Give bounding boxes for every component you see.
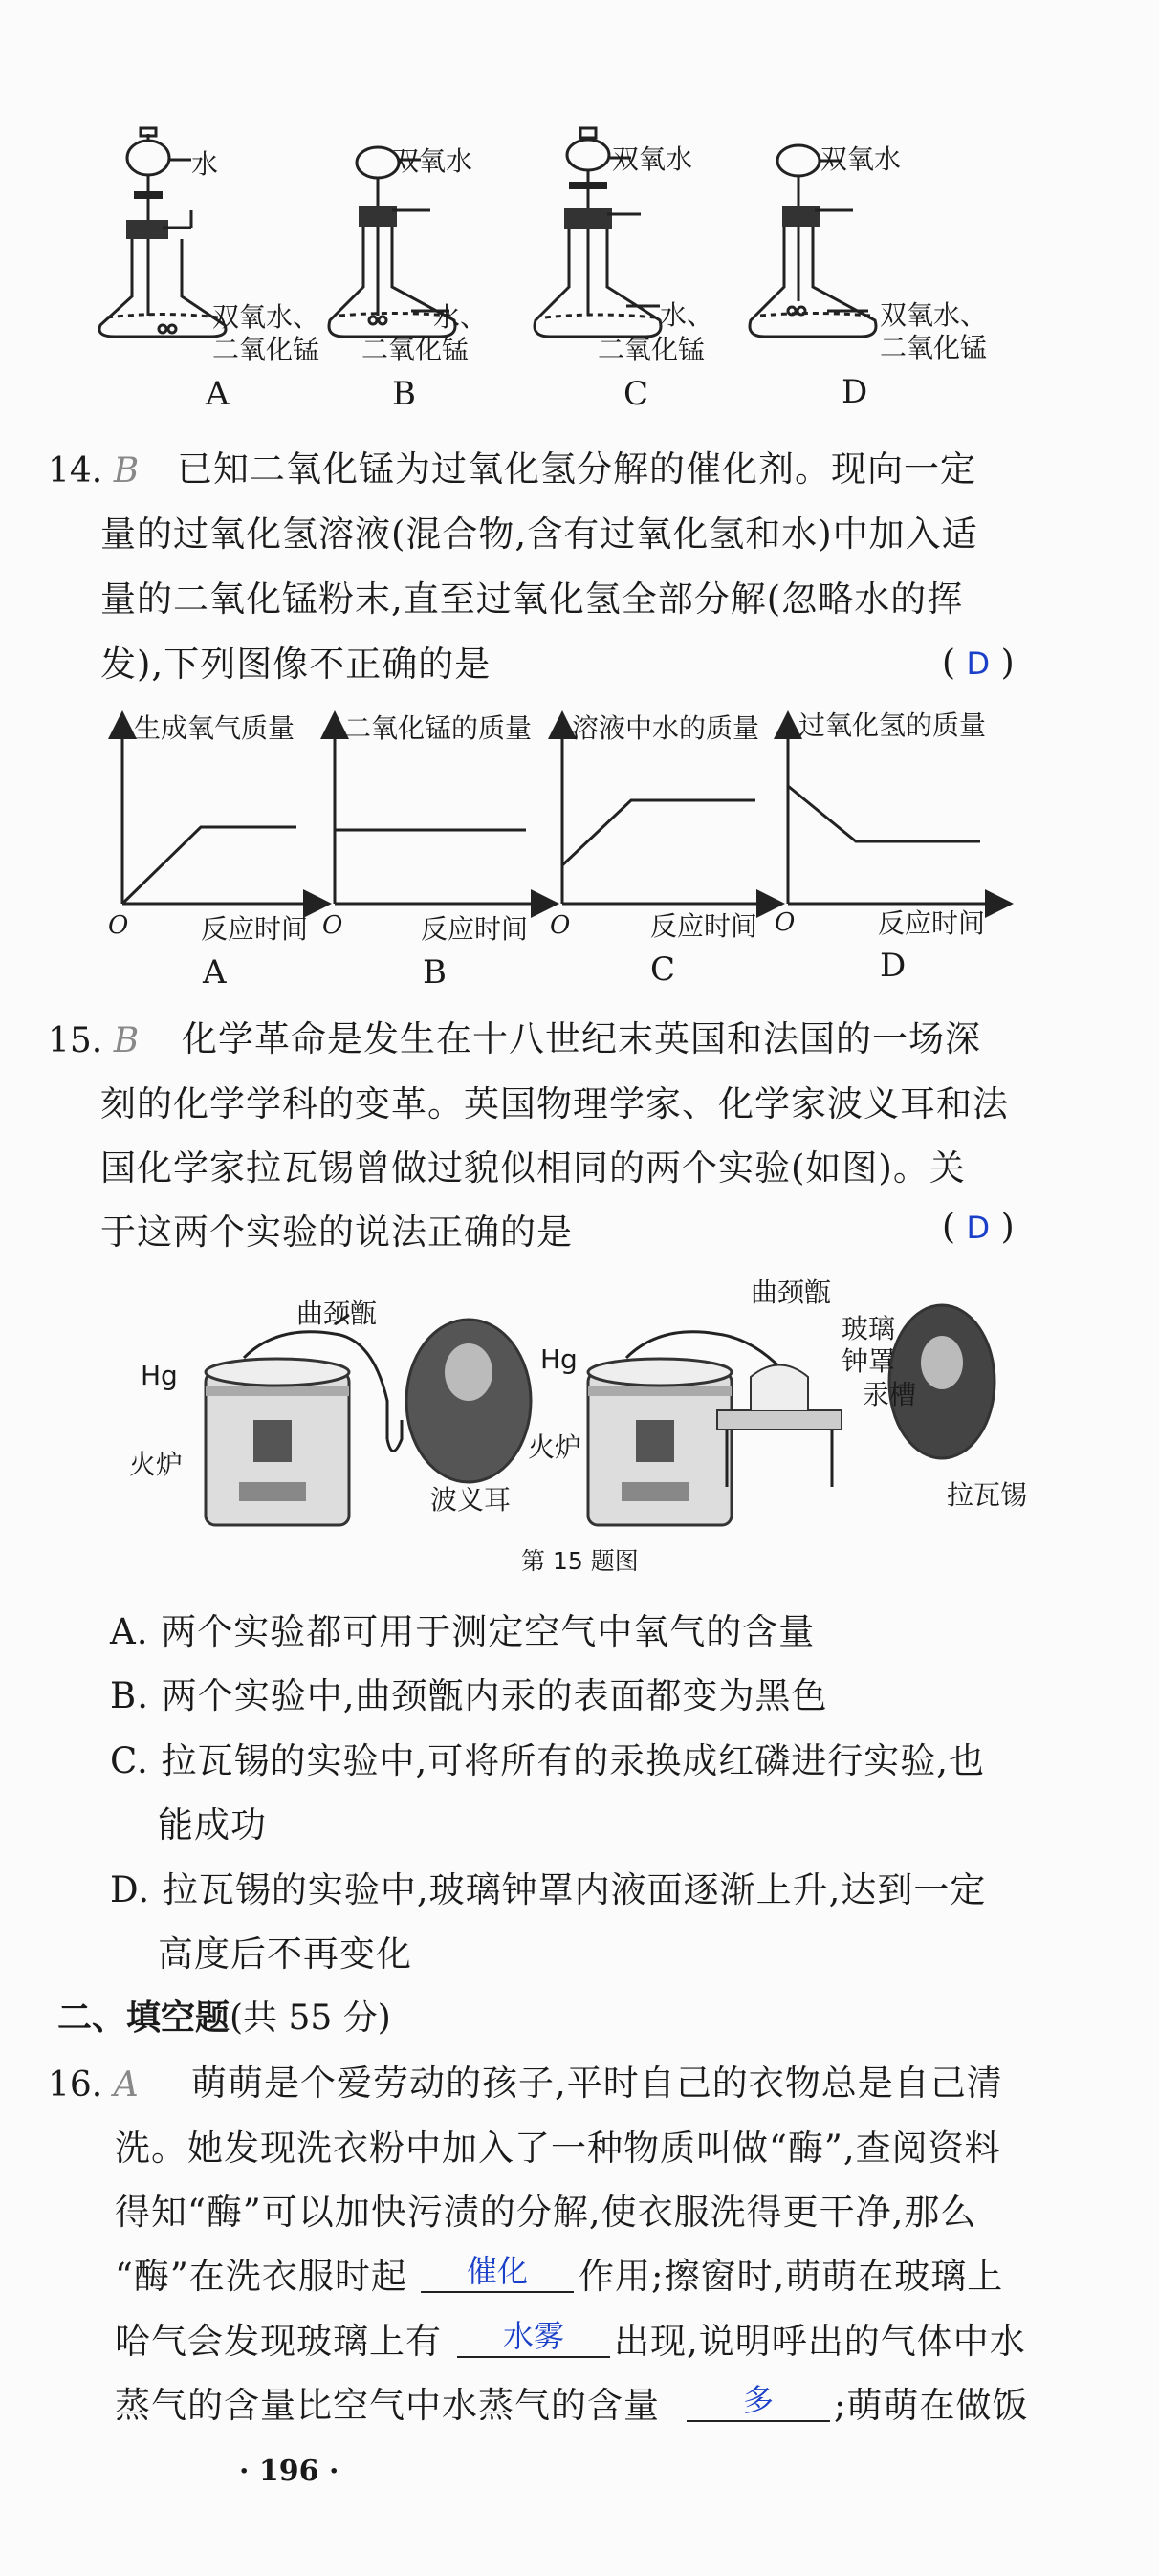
question-number: 15.	[48, 1021, 103, 1060]
q16-line-1: 萌萌是个爱劳动的孩子,平时自己的衣物总是自己清	[191, 2063, 1003, 2104]
setup-c-bottom-label-1: 水、	[660, 299, 714, 331]
graph-b	[335, 725, 545, 904]
q15-answer: D	[966, 1210, 991, 1246]
q16-line-4-pre: “酶”在洗衣服时起	[115, 2256, 407, 2297]
q15-number	[48, 1021, 139, 1060]
boyle-label: 波义耳	[430, 1484, 512, 1516]
graph-d	[788, 725, 999, 904]
setup-b-bottom-label-1: 水、	[433, 301, 488, 333]
q16-number	[48, 2065, 139, 2105]
section-heading	[57, 1998, 391, 2038]
q15-answer-bracket: ( D )	[942, 1208, 1015, 1247]
graph-d-ylabel: 过氧化氢的质量	[798, 709, 987, 741]
q15-line-4: 于这两个实验的说法正确的是	[100, 1212, 573, 1253]
difficulty-mark: A	[113, 2065, 139, 2105]
right-hg-label: Hg	[540, 1343, 578, 1375]
graph-c-ylabel: 溶液中水的质量	[572, 712, 760, 744]
blank-2[interactable]: 水雾	[457, 2312, 610, 2358]
section-points: (共 55 分)	[230, 1998, 391, 2038]
difficulty-mark: B	[113, 451, 140, 491]
q15-option-d-2: 高度后不再变化	[158, 1933, 412, 1975]
right-furnace-label: 火炉	[528, 1431, 582, 1463]
setup-d-letter: D	[842, 373, 868, 411]
q16-line-5-post: 出现,说明呼出的气体中水	[614, 2321, 1026, 2362]
q16-line-4-post: 作用;擦窗时,萌萌在玻璃上	[579, 2256, 1004, 2297]
blank-3[interactable]: 多	[687, 2376, 830, 2422]
q14-line-1: 已知二氧化锰为过氧化氢分解的催化剂。现向一定	[177, 448, 976, 490]
q14-line-3: 量的二氧化锰粉末,直至过氧化氢全部分解(忽略水的挥	[100, 579, 964, 620]
bell-jar-label-2: 钟罩	[842, 1345, 896, 1377]
q15-line-1: 化学革命是发生在十八世纪末英国和法国的一场深	[182, 1018, 981, 1059]
graph-c-letter: C	[650, 950, 676, 989]
graph-c	[562, 725, 771, 904]
q16-line-6-post: ;萌萌在做饭	[834, 2385, 1029, 2426]
setup-a-letter: A	[206, 375, 230, 413]
figure-caption: 第 15 题图	[521, 1547, 639, 1575]
setup-c-letter: C	[623, 375, 649, 413]
setup-d-bottom-label-1: 双氧水、	[880, 299, 988, 331]
setup-a-bottom-label-1: 双氧水、	[212, 301, 320, 333]
graph-b-origin: O	[322, 911, 343, 940]
setup-c-bottom-label-2: 二氧化锰	[598, 334, 706, 365]
setup-b-letter: B	[392, 375, 416, 413]
setup-d-bottom-label-2: 二氧化锰	[880, 332, 988, 363]
q16-line-5-pre: 哈气会发现玻璃上有	[115, 2321, 442, 2362]
left-furnace-label: 火炉	[129, 1449, 184, 1480]
q15-option-b: B. 两个实验中,曲颈甑内汞的表面都变为黑色	[110, 1675, 828, 1716]
bell-jar-label-1: 玻璃	[842, 1313, 896, 1344]
question-number: 14.	[48, 451, 103, 491]
q15-apparatus-drawing	[115, 1286, 1052, 1544]
q15-option-c-1: C. 拉瓦锡的实验中,可将所有的汞换成红磷进行实验,也	[110, 1740, 986, 1781]
graph-c-origin: O	[550, 911, 571, 940]
graph-d-letter: D	[880, 947, 907, 985]
graph-b-ylabel: 二氧化锰的质量	[344, 712, 533, 744]
trough-label: 汞槽	[863, 1379, 917, 1410]
q15-option-a: A. 两个实验都可用于测定空气中氧气的含量	[110, 1611, 816, 1652]
q15-line-2: 刻的化学学科的变革。英国物理学家、化学家波义耳和法	[100, 1083, 1009, 1124]
q14-answer-bracket: ( D )	[942, 644, 1015, 683]
q16-line-6-pre: 蒸气的含量比空气中水蒸气的含量	[115, 2385, 660, 2426]
blank-1[interactable]: 催化	[421, 2247, 574, 2293]
left-retort-label: 曲颈甑	[296, 1298, 378, 1329]
graph-a	[122, 725, 317, 904]
graph-b-xlabel: 反应时间	[421, 913, 529, 945]
q16-line-2: 洗。她发现洗衣粉中加入了一种物质叫做“酶”,查阅资料	[115, 2128, 1001, 2169]
setup-c-funnel-label: 双氧水	[612, 143, 693, 175]
graph-b-letter: B	[423, 953, 447, 992]
left-hg-label: Hg	[141, 1360, 178, 1391]
section-title: 二、填空题	[57, 1998, 230, 2038]
graph-a-letter: A	[203, 953, 227, 992]
setup-b-bottom-label-2: 二氧化锰	[361, 334, 470, 365]
setup-a-funnel-label: 水	[191, 148, 219, 180]
page-number: · 196 ·	[239, 2455, 339, 2488]
q14-line-2: 量的过氧化氢溶液(混合物,含有过氧化氢和水)中加入适	[100, 513, 978, 555]
graph-a-xlabel: 反应时间	[201, 913, 309, 945]
graph-a-ylabel: 生成氧气质量	[134, 712, 295, 744]
graph-d-origin: O	[775, 908, 796, 937]
lavoisier-label: 拉瓦锡	[947, 1479, 1028, 1511]
boyle-furnace	[206, 1315, 402, 1525]
q15-option-d-1: D. 拉瓦锡的实验中,玻璃钟罩内液面逐渐上升,达到一定	[110, 1869, 987, 1910]
setup-d-funnel-label: 双氧水	[820, 143, 902, 175]
setup-b-funnel-label: 双氧水	[392, 145, 473, 177]
q15-option-c-2: 能成功	[158, 1804, 267, 1845]
bell-jar-trough	[717, 1365, 842, 1488]
graph-c-xlabel: 反应时间	[650, 910, 758, 942]
setup-a-bottom-label-2: 二氧化锰	[212, 334, 320, 365]
q16-line-3: 得知“酶”可以加快污渍的分解,使衣服洗得更干净,那么	[115, 2192, 977, 2233]
q14-number	[48, 451, 139, 491]
q14-answer: D	[966, 645, 991, 682]
right-retort-label: 曲颈甑	[751, 1277, 832, 1308]
graph-d-xlabel: 反应时间	[878, 907, 986, 939]
difficulty-mark: B	[113, 1021, 140, 1060]
question-number: 16.	[48, 2065, 103, 2105]
graph-a-origin: O	[108, 911, 129, 940]
q15-line-3: 国化学家拉瓦锡曾做过貌似相同的两个实验(如图)。关	[100, 1147, 966, 1189]
q14-line-4: 发),下列图像不正确的是	[100, 644, 492, 685]
